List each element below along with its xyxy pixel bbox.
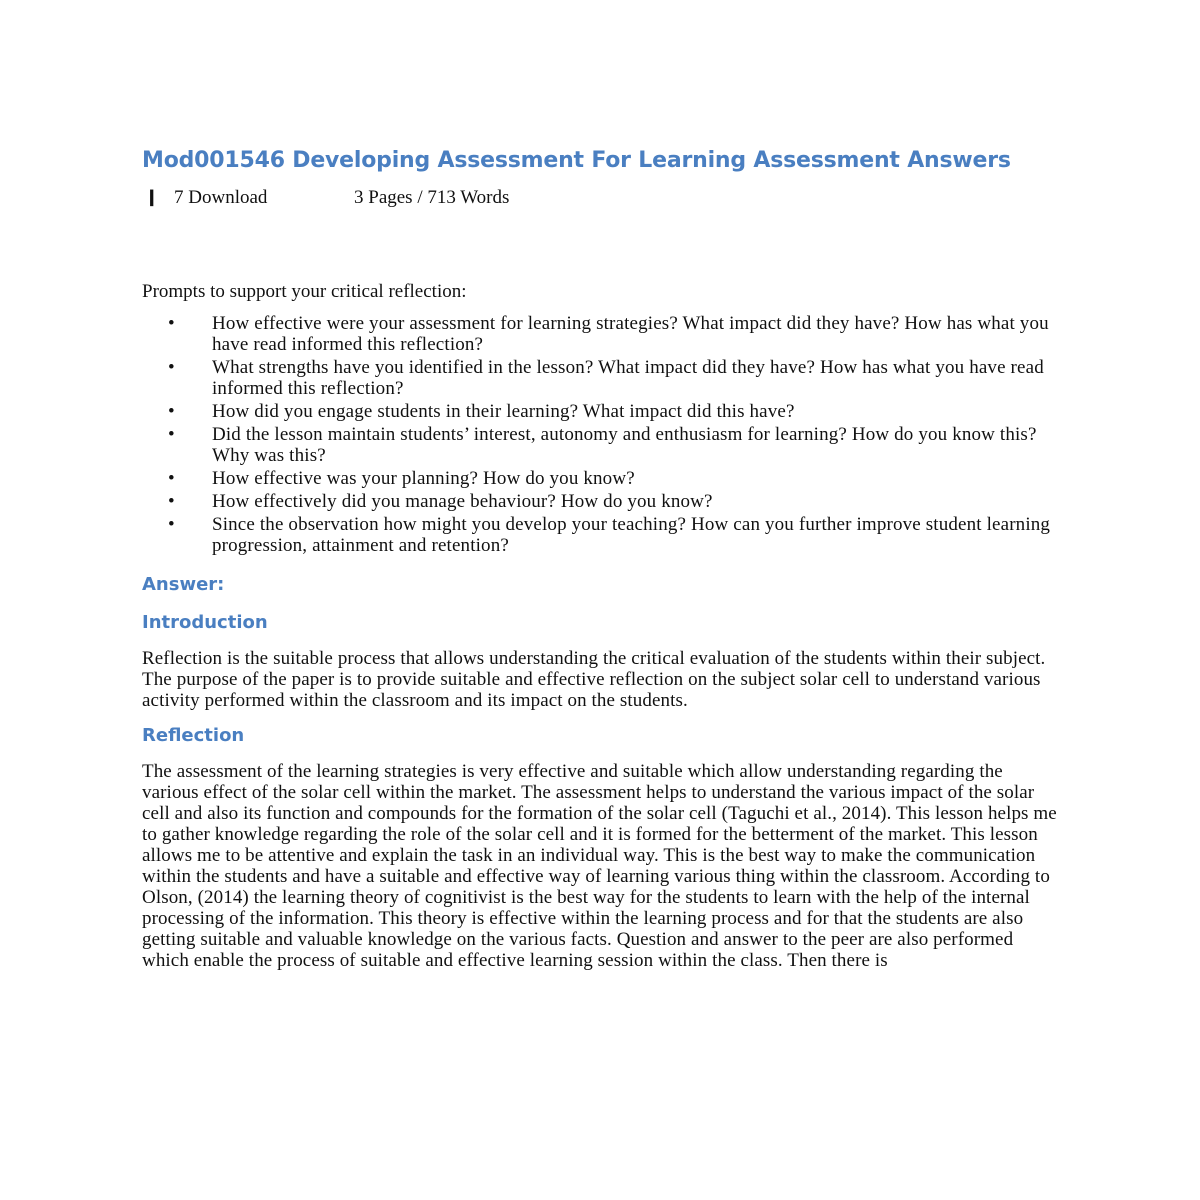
bullet-icon: • bbox=[168, 514, 175, 535]
download-icon[interactable]: ❙ bbox=[145, 189, 159, 206]
list-item bbox=[142, 491, 1062, 512]
download-count: 7 Download bbox=[174, 187, 268, 208]
document-meta bbox=[142, 186, 1062, 210]
document-page bbox=[142, 146, 1062, 971]
prompts-intro: Prompts to support your critical reflection: bbox=[142, 281, 467, 302]
list-item bbox=[142, 401, 1062, 422]
bullet-icon: • bbox=[168, 401, 175, 422]
list-item bbox=[142, 514, 1062, 556]
list-item-text: How did you engage students in their learning? What impact did this have? bbox=[212, 401, 795, 422]
reflection-paragraph: The assessment of the learning strategies is very effective and suitable which allow understanding regarding the various effect of the solar cell within the market. The assessment helps to understand the various impact of the solar cell and also its function and compounds for the formation of the solar cell (Taguchi et al., 2014). This lesson helps me to gather knowledge regarding the role of the solar cell and it is formed for the betterment of the market. This lesson allows me to be attentive and explain the task in an individual way. This is the best way to make the communication within the students and have a suitable and effective way of learning various thing within the classroom. According to Olson, (2014) the learning theory of cognitivist is the best way for the students to learn with the help of the internal processing of the information. This theory is effective within the learning process and for that the students are also getting suitable and valuable knowledge on the various facts. Question and answer to the peer are also performed which enable the process of suitable and effective learning session within the class. Then there is bbox=[142, 761, 1057, 971]
list-item bbox=[142, 468, 1062, 489]
list-item bbox=[142, 424, 1062, 466]
list-item-text: What strengths have you identified in the lesson? What impact did they have? How has what you have read informed this reflection? bbox=[212, 357, 1044, 399]
reflection-heading: Reflection bbox=[142, 725, 245, 746]
list-item bbox=[142, 313, 1062, 355]
bullet-icon: • bbox=[168, 357, 175, 378]
list-item-text: How effective was your planning? How do you know? bbox=[212, 468, 635, 489]
prompt-list bbox=[142, 313, 1062, 556]
page-word-count: 3 Pages / 713 Words bbox=[354, 187, 510, 208]
bullet-icon: • bbox=[168, 313, 175, 334]
list-item-text: How effectively did you manage behaviour? How do you know? bbox=[212, 491, 713, 512]
answer-heading: Answer: bbox=[142, 574, 225, 595]
bullet-icon: • bbox=[168, 491, 175, 512]
list-item-text: How effective were your assessment for learning strategies? What impact did they have? How has what you have read informed this reflection? bbox=[212, 313, 1049, 355]
list-item-text: Since the observation how might you develop your teaching? How can you further improve student learning progression, attainment and retention? bbox=[212, 514, 1051, 556]
introduction-heading: Introduction bbox=[142, 612, 268, 633]
introduction-paragraph: Reflection is the suitable process that allows understanding the critical evaluation of the students within their subject. The purpose of the paper is to provide suitable and effective reflection on the subject solar cell to understand various activity performed within the classroom and its impact on the students. bbox=[142, 648, 1046, 711]
list-item-text: Did the lesson maintain students’ interest, autonomy and enthusiasm for learning? How do you know this? Why was this? bbox=[212, 424, 1037, 466]
list-item bbox=[142, 357, 1062, 399]
bullet-icon: • bbox=[168, 468, 175, 489]
document-title: Mod001546 Developing Assessment For Learning Assessment Answers bbox=[142, 148, 1011, 173]
bullet-icon: • bbox=[168, 424, 175, 445]
